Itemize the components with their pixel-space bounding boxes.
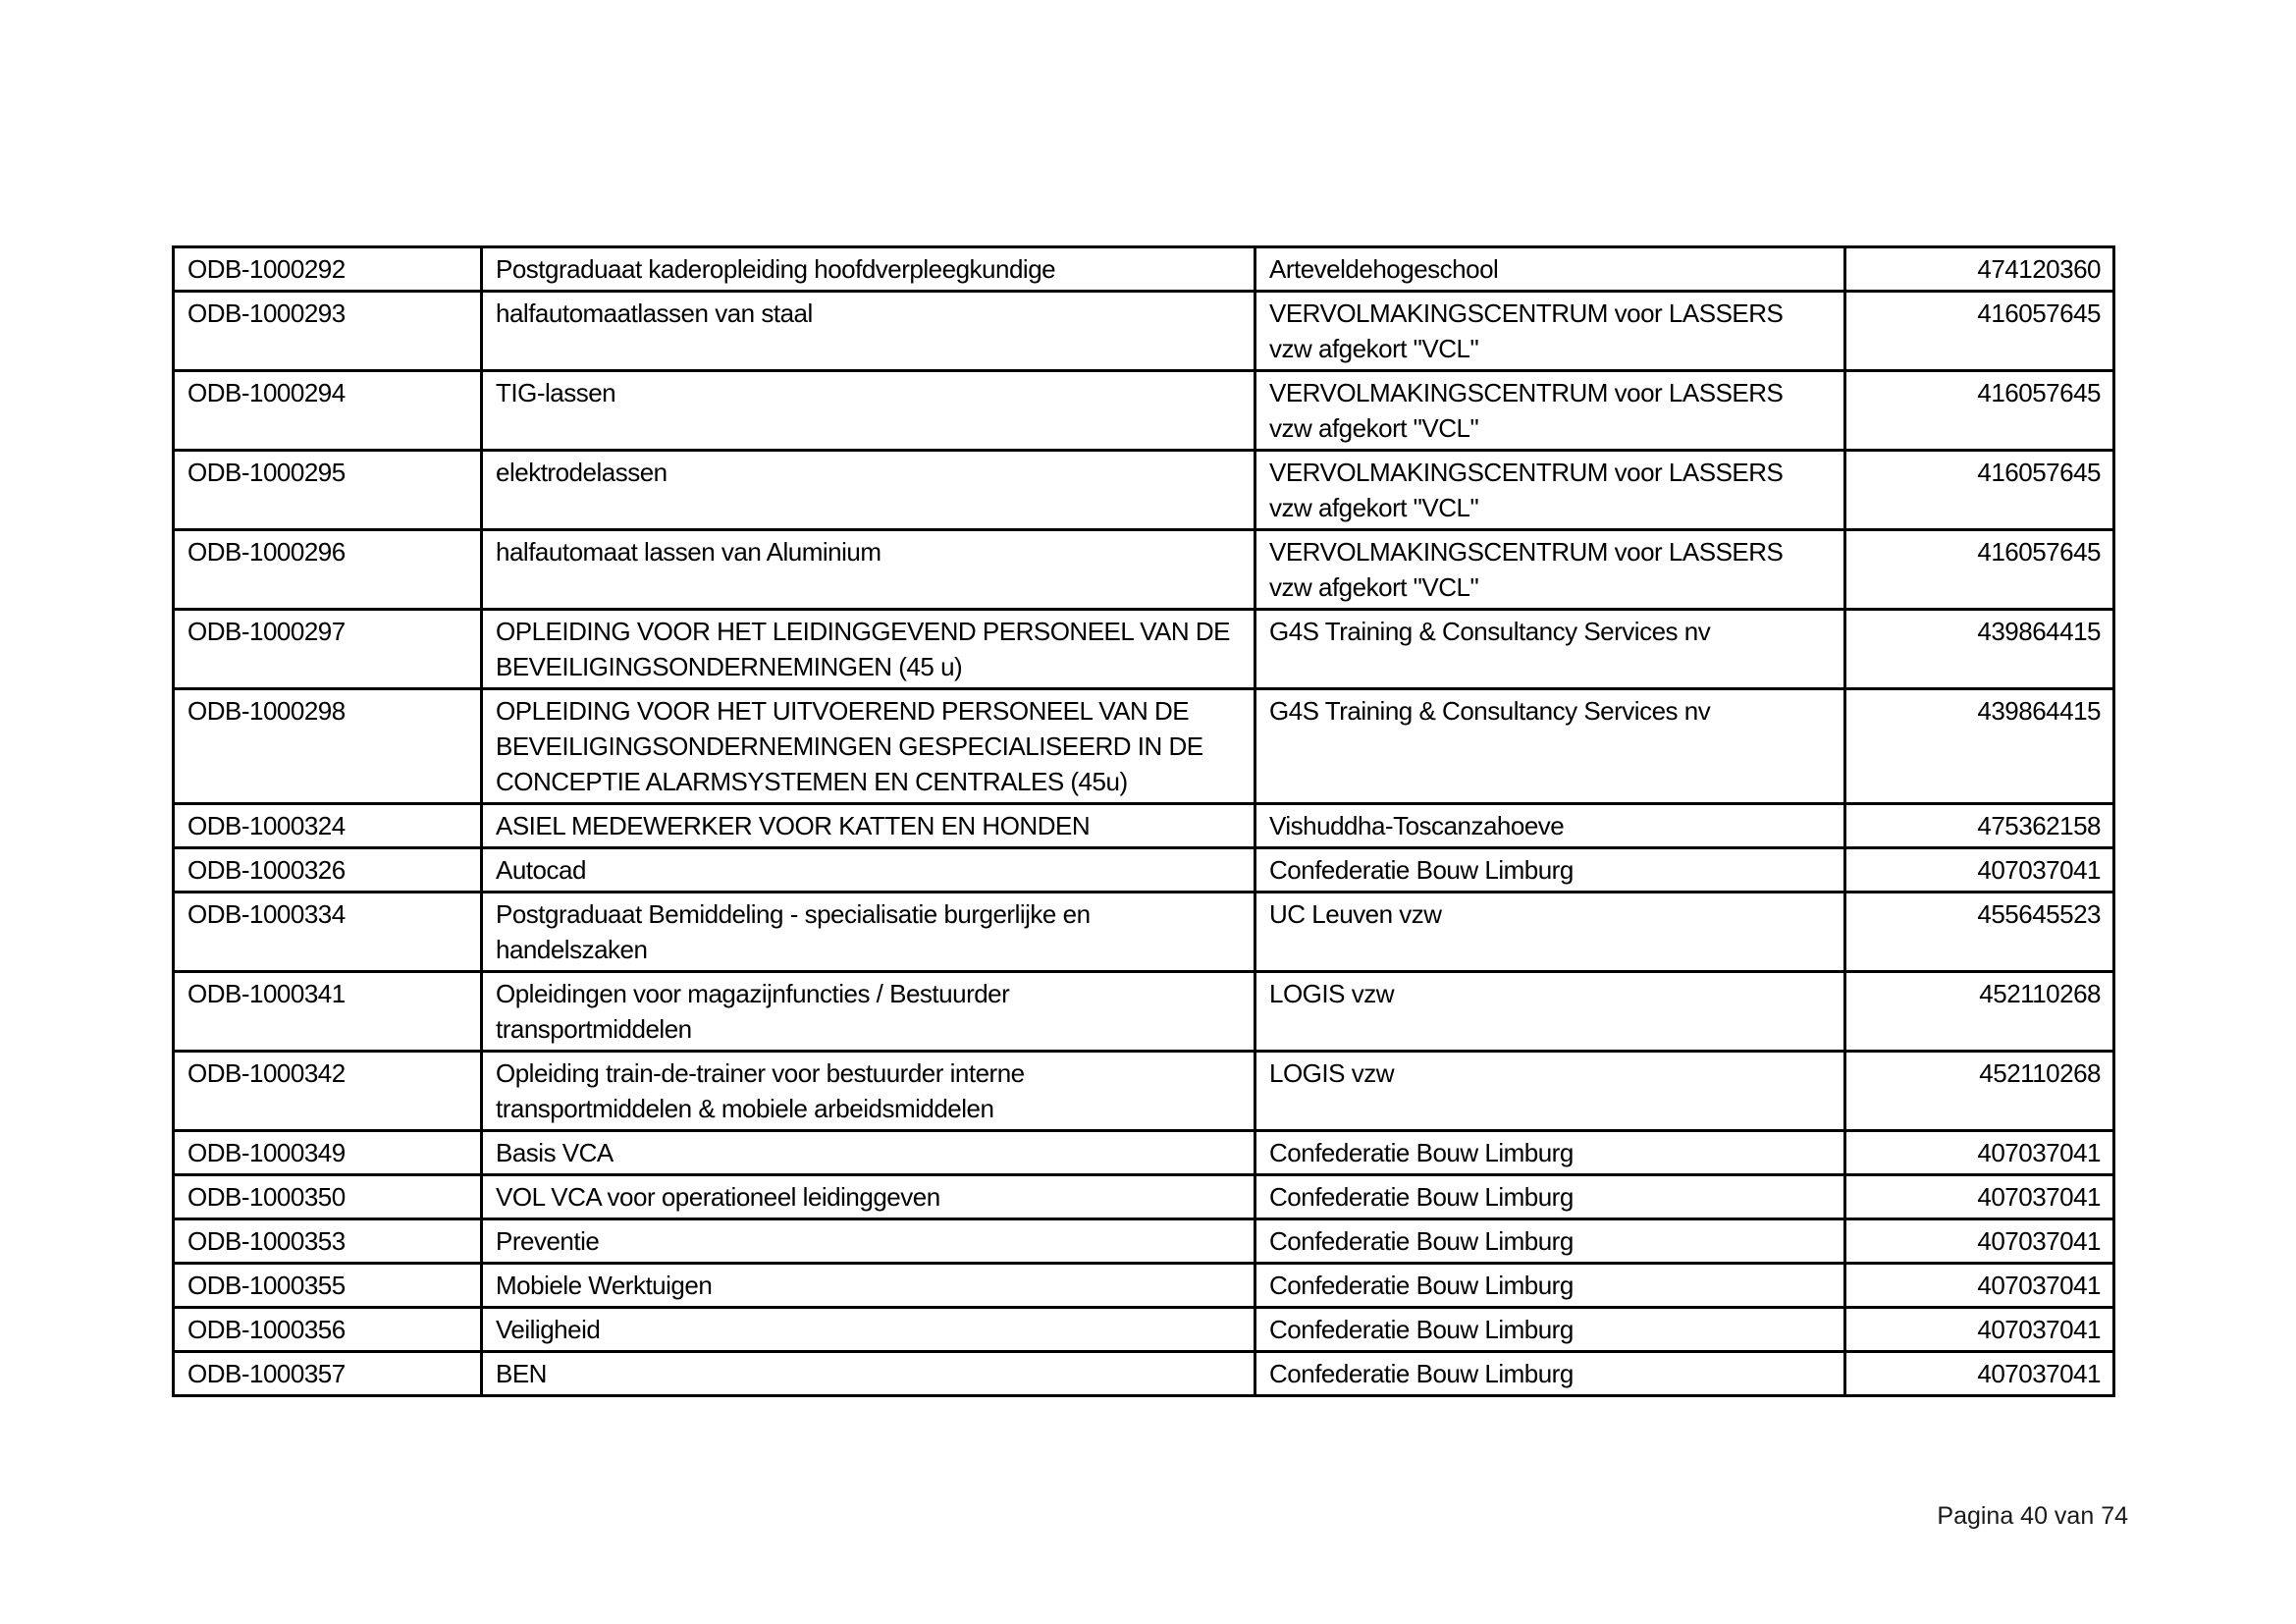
table-row bbox=[174, 1175, 2114, 1219]
cell-course-name-line: Veiligheid bbox=[496, 1315, 601, 1344]
cell-organization bbox=[1255, 1052, 1845, 1131]
cell-code-line: ODB-1000356 bbox=[187, 1315, 346, 1344]
cell-code-line: ODB-1000353 bbox=[187, 1226, 346, 1256]
cell-organization-line: LOGIS vzw bbox=[1269, 1058, 1394, 1088]
cell-enterprise-number-line: 407037041 bbox=[1977, 1315, 2101, 1344]
table-row bbox=[174, 451, 2114, 530]
cell-code bbox=[174, 1308, 482, 1352]
cell-code bbox=[174, 689, 482, 804]
cell-enterprise-number bbox=[1845, 972, 2114, 1052]
cell-enterprise-number bbox=[1845, 292, 2114, 371]
cell-course-name bbox=[482, 1352, 1255, 1396]
table-row bbox=[174, 848, 2114, 893]
cell-organization-line: LOGIS vzw bbox=[1269, 979, 1394, 1008]
cell-organization bbox=[1255, 247, 1845, 292]
cell-enterprise-number-line: 407037041 bbox=[1977, 1226, 2101, 1256]
cell-course-name bbox=[482, 804, 1255, 848]
cell-enterprise-number bbox=[1845, 610, 2114, 689]
cell-code-line: ODB-1000296 bbox=[187, 537, 346, 567]
cell-course-name-line: ASIEL MEDEWERKER VOOR KATTEN EN HONDEN bbox=[496, 811, 1091, 840]
cell-code-line: ODB-1000295 bbox=[187, 458, 346, 487]
cell-course-name bbox=[482, 530, 1255, 610]
cell-code-line: ODB-1000326 bbox=[187, 855, 346, 885]
cell-course-name-line: Postgraduaat kaderopleiding hoofdverpleegkundige bbox=[496, 254, 1056, 284]
table-row bbox=[174, 972, 2114, 1052]
cell-code bbox=[174, 530, 482, 610]
cell-organization-line: Confederatie Bouw Limburg bbox=[1269, 1359, 1574, 1388]
cell-code bbox=[174, 972, 482, 1052]
cell-organization-line: VERVOLMAKINGSCENTRUM voor LASSERS bbox=[1269, 458, 1784, 487]
cell-enterprise-number-line: 416057645 bbox=[1977, 458, 2101, 487]
cell-course-name bbox=[482, 972, 1255, 1052]
cell-organization bbox=[1255, 1264, 1845, 1308]
cell-course-name-line: VOL VCA voor operationeel leidinggeven bbox=[496, 1182, 940, 1212]
cell-enterprise-number bbox=[1845, 530, 2114, 610]
table-row bbox=[174, 530, 2114, 610]
table-row bbox=[174, 1308, 2114, 1352]
cell-organization-line: vzw afgekort "VCL" bbox=[1269, 413, 1479, 443]
cell-code-line: ODB-1000293 bbox=[187, 298, 346, 328]
cell-code-line: ODB-1000334 bbox=[187, 899, 346, 929]
cell-course-name-line: OPLEIDING VOOR HET UITVOEREND PERSONEEL VAN DE bbox=[496, 696, 1190, 726]
cell-enterprise-number-line: 407037041 bbox=[1977, 1138, 2101, 1167]
cell-course-name-line: halfautomaat lassen van Aluminium bbox=[496, 537, 881, 567]
cell-organization bbox=[1255, 371, 1845, 451]
cell-course-name bbox=[482, 1131, 1255, 1175]
cell-enterprise-number-line: 407037041 bbox=[1977, 855, 2101, 885]
cell-enterprise-number-line: 416057645 bbox=[1977, 298, 2101, 328]
cell-organization-line: VERVOLMAKINGSCENTRUM voor LASSERS bbox=[1269, 298, 1784, 328]
cell-enterprise-number-line: 407037041 bbox=[1977, 1182, 2101, 1212]
cell-course-name bbox=[482, 610, 1255, 689]
cell-course-name-line: CONCEPTIE ALARMSYSTEMEN EN CENTRALES (45u) bbox=[496, 767, 1128, 796]
cell-organization-line: Confederatie Bouw Limburg bbox=[1269, 1182, 1574, 1212]
cell-organization-line: Confederatie Bouw Limburg bbox=[1269, 855, 1574, 885]
table-row bbox=[174, 893, 2114, 972]
cell-enterprise-number-line: 439864415 bbox=[1977, 696, 2101, 726]
cell-code bbox=[174, 451, 482, 530]
cell-code-line: ODB-1000342 bbox=[187, 1058, 346, 1088]
cell-course-name bbox=[482, 848, 1255, 893]
cell-code bbox=[174, 371, 482, 451]
cell-organization bbox=[1255, 689, 1845, 804]
cell-enterprise-number bbox=[1845, 371, 2114, 451]
cell-course-name-line: BEVEILIGINGSONDERNEMINGEN GESPECIALISEERD IN DE bbox=[496, 731, 1203, 761]
cell-course-name bbox=[482, 451, 1255, 530]
cell-organization-line: UC Leuven vzw bbox=[1269, 899, 1442, 929]
cell-organization-line: Confederatie Bouw Limburg bbox=[1269, 1315, 1574, 1344]
cell-organization bbox=[1255, 1352, 1845, 1396]
cell-organization-line: VERVOLMAKINGSCENTRUM voor LASSERS bbox=[1269, 378, 1784, 407]
cell-enterprise-number bbox=[1845, 1264, 2114, 1308]
cell-code bbox=[174, 804, 482, 848]
cell-organization-line: Arteveldehogeschool bbox=[1269, 254, 1499, 284]
cell-code bbox=[174, 292, 482, 371]
cell-enterprise-number bbox=[1845, 804, 2114, 848]
cell-course-name-line: BEN bbox=[496, 1359, 547, 1388]
table-row bbox=[174, 371, 2114, 451]
cell-organization-line: Vishuddha-Toscanzahoeve bbox=[1269, 811, 1565, 840]
cell-enterprise-number-line: 407037041 bbox=[1977, 1359, 2101, 1388]
cell-course-name bbox=[482, 371, 1255, 451]
cell-organization bbox=[1255, 451, 1845, 530]
cell-enterprise-number-line: 452110268 bbox=[1979, 1058, 2101, 1088]
cell-course-name-line: Autocad bbox=[496, 855, 586, 885]
cell-course-name bbox=[482, 1175, 1255, 1219]
cell-code bbox=[174, 1175, 482, 1219]
cell-code-line: ODB-1000298 bbox=[187, 696, 346, 726]
cell-course-name bbox=[482, 292, 1255, 371]
cell-course-name bbox=[482, 247, 1255, 292]
cell-code bbox=[174, 247, 482, 292]
cell-code bbox=[174, 1131, 482, 1175]
cell-code-line: ODB-1000341 bbox=[187, 979, 346, 1008]
cell-enterprise-number bbox=[1845, 451, 2114, 530]
course-table bbox=[172, 245, 2115, 1397]
cell-course-name bbox=[482, 689, 1255, 804]
cell-code bbox=[174, 1264, 482, 1308]
cell-enterprise-number bbox=[1845, 1052, 2114, 1131]
cell-code-line: ODB-1000294 bbox=[187, 378, 346, 407]
cell-course-name-line: Opleidingen voor magazijnfuncties / Bestuurder bbox=[496, 979, 1010, 1008]
table-row bbox=[174, 1352, 2114, 1396]
table-row bbox=[174, 1131, 2114, 1175]
cell-organization bbox=[1255, 848, 1845, 893]
cell-course-name-line: BEVEILIGINGSONDERNEMINGEN (45 u) bbox=[496, 652, 963, 681]
cell-enterprise-number bbox=[1845, 1175, 2114, 1219]
cell-enterprise-number-line: 475362158 bbox=[1977, 811, 2101, 840]
cell-code-line: ODB-1000324 bbox=[187, 811, 346, 840]
cell-enterprise-number-line: 416057645 bbox=[1977, 537, 2101, 567]
table-row bbox=[174, 292, 2114, 371]
table-row bbox=[174, 804, 2114, 848]
cell-organization-line: vzw afgekort "VCL" bbox=[1269, 572, 1479, 602]
cell-course-name bbox=[482, 1052, 1255, 1131]
cell-code-line: ODB-1000350 bbox=[187, 1182, 346, 1212]
table-row bbox=[174, 1219, 2114, 1264]
cell-code bbox=[174, 893, 482, 972]
cell-organization-line: G4S Training & Consultancy Services nv bbox=[1269, 696, 1711, 726]
cell-enterprise-number bbox=[1845, 1308, 2114, 1352]
cell-enterprise-number bbox=[1845, 689, 2114, 804]
cell-enterprise-number bbox=[1845, 1352, 2114, 1396]
cell-enterprise-number-line: 455645523 bbox=[1977, 899, 2101, 929]
cell-course-name bbox=[482, 1264, 1255, 1308]
table-row bbox=[174, 610, 2114, 689]
cell-enterprise-number bbox=[1845, 247, 2114, 292]
cell-course-name-line: OPLEIDING VOOR HET LEIDINGGEVEND PERSONEEL VAN DE bbox=[496, 617, 1230, 646]
cell-enterprise-number bbox=[1845, 1219, 2114, 1264]
cell-course-name-line: transportmiddelen & mobiele arbeidsmiddelen bbox=[496, 1094, 994, 1123]
page-number-footer: Pagina 40 van 74 bbox=[1937, 1502, 2128, 1530]
cell-enterprise-number-line: 452110268 bbox=[1979, 979, 2101, 1008]
cell-organization-line: Confederatie Bouw Limburg bbox=[1269, 1226, 1574, 1256]
cell-code bbox=[174, 1219, 482, 1264]
table-row bbox=[174, 689, 2114, 804]
cell-enterprise-number bbox=[1845, 1131, 2114, 1175]
cell-enterprise-number-line: 474120360 bbox=[1977, 254, 2101, 284]
cell-course-name-line: Preventie bbox=[496, 1226, 600, 1256]
cell-course-name-line: TIG-lassen bbox=[496, 378, 616, 407]
cell-code-line: ODB-1000355 bbox=[187, 1271, 346, 1300]
cell-organization bbox=[1255, 610, 1845, 689]
cell-course-name-line: elektrodelassen bbox=[496, 458, 667, 487]
cell-organization-line: vzw afgekort "VCL" bbox=[1269, 334, 1479, 363]
cell-course-name bbox=[482, 1219, 1255, 1264]
cell-code-line: ODB-1000292 bbox=[187, 254, 346, 284]
cell-organization bbox=[1255, 1219, 1845, 1264]
cell-course-name bbox=[482, 1308, 1255, 1352]
cell-organization bbox=[1255, 804, 1845, 848]
cell-organization bbox=[1255, 1308, 1845, 1352]
cell-code bbox=[174, 1352, 482, 1396]
cell-enterprise-number-line: 439864415 bbox=[1977, 617, 2101, 646]
cell-organization bbox=[1255, 292, 1845, 371]
cell-course-name-line: Mobiele Werktuigen bbox=[496, 1271, 713, 1300]
cell-code bbox=[174, 610, 482, 689]
cell-organization-line: G4S Training & Consultancy Services nv bbox=[1269, 617, 1711, 646]
cell-organization-line: vzw afgekort "VCL" bbox=[1269, 493, 1479, 522]
table-row bbox=[174, 1052, 2114, 1131]
cell-enterprise-number bbox=[1845, 893, 2114, 972]
table-row bbox=[174, 1264, 2114, 1308]
cell-organization-line: Confederatie Bouw Limburg bbox=[1269, 1138, 1574, 1167]
cell-code-line: ODB-1000357 bbox=[187, 1359, 346, 1388]
cell-code-line: ODB-1000297 bbox=[187, 617, 346, 646]
cell-code bbox=[174, 848, 482, 893]
table-row bbox=[174, 247, 2114, 292]
cell-code-line: ODB-1000349 bbox=[187, 1138, 346, 1167]
cell-course-name-line: Opleiding train-de-trainer voor bestuurder interne bbox=[496, 1058, 1025, 1088]
cell-course-name-line: Postgraduaat Bemiddeling - specialisatie burgerlijke en bbox=[496, 899, 1091, 929]
cell-course-name-line: halfautomaatlassen van staal bbox=[496, 298, 813, 328]
cell-organization bbox=[1255, 893, 1845, 972]
cell-course-name bbox=[482, 893, 1255, 972]
cell-organization bbox=[1255, 1131, 1845, 1175]
cell-course-name-line: transportmiddelen bbox=[496, 1014, 692, 1044]
cell-course-name-line: Basis VCA bbox=[496, 1138, 614, 1167]
cell-organization bbox=[1255, 1175, 1845, 1219]
course-table-body bbox=[174, 247, 2114, 1396]
cell-enterprise-number-line: 416057645 bbox=[1977, 378, 2101, 407]
cell-organization-line: Confederatie Bouw Limburg bbox=[1269, 1271, 1574, 1300]
cell-organization-line: VERVOLMAKINGSCENTRUM voor LASSERS bbox=[1269, 537, 1784, 567]
cell-organization bbox=[1255, 972, 1845, 1052]
cell-course-name-line: handelszaken bbox=[496, 935, 648, 964]
cell-enterprise-number-line: 407037041 bbox=[1977, 1271, 2101, 1300]
cell-code bbox=[174, 1052, 482, 1131]
cell-enterprise-number bbox=[1845, 848, 2114, 893]
cell-organization bbox=[1255, 530, 1845, 610]
